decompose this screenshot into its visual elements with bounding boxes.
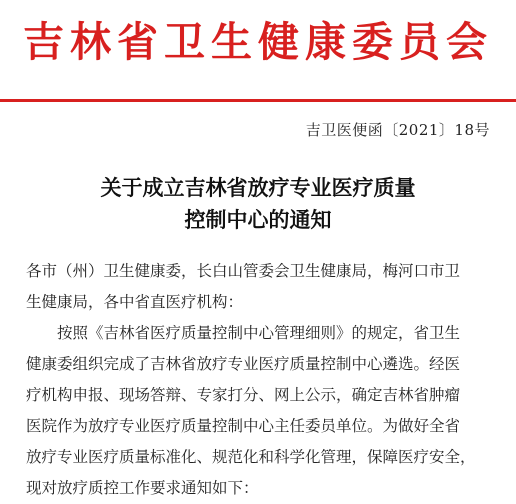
letterhead-red-rule	[0, 99, 516, 102]
letterhead-issuer: 吉林省卫生健康委员会	[23, 18, 493, 66]
recipients-line-1: 各市（州）卫生健康委，长白山管委会卫生健康局，梅河口市卫	[26, 262, 461, 280]
paragraph-line-5: 放疗专业医疗质量标准化、规范化和科学化管理，保障医疗安全，	[26, 448, 476, 466]
paragraph-line-6: 现对放疗质控工作要求通知如下：	[26, 479, 259, 497]
paragraph-line-4: 医院作为放疗专业医疗质量控制中心主任委员单位。为做好全省	[26, 417, 461, 435]
recipients-line-2: 生健康局，各中省直医疗机构：	[26, 293, 244, 311]
paragraph-line-1: 按照《吉林省医疗质量控制中心管理细则》的规定，省卫生	[57, 324, 461, 342]
document-body	[26, 256, 492, 504]
document-number: 吉卫医便函〔2021〕18号	[305, 121, 490, 139]
document-title-line-2: 控制中心的通知	[184, 207, 332, 232]
document-title	[0, 172, 516, 236]
document-title-line-1: 关于成立吉林省放疗专业医疗质量	[100, 175, 416, 200]
paragraph-line-3: 疗机构申报、现场答辩、专家打分、网上公示，确定吉林省肿瘤	[26, 386, 461, 404]
paragraph-line-2: 健康委组织完成了吉林省放疗专业医疗质量控制中心遴选。经医	[26, 355, 461, 373]
